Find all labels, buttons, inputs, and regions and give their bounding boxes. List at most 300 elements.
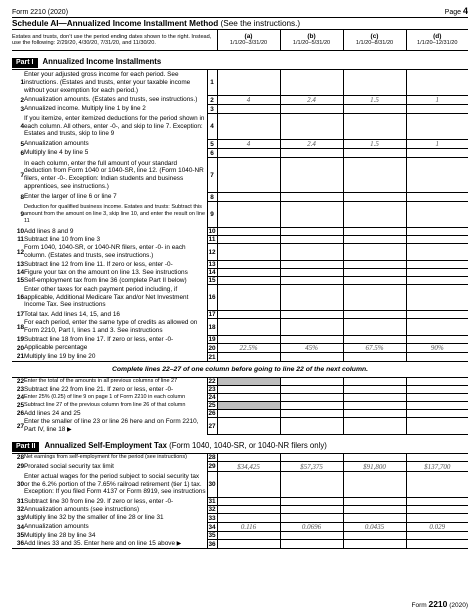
- line-20-col-a-field[interactable]: 22.5%: [217, 344, 280, 353]
- line-23-box-label: 23: [208, 386, 216, 393]
- line-14-col-a-field[interactable]: [217, 269, 280, 277]
- line-15-col-c-field[interactable]: [343, 277, 406, 285]
- line-32-col-b-field[interactable]: [280, 506, 343, 514]
- line-number: 28: [16, 454, 24, 462]
- line-27-row: [12, 418, 468, 435]
- line-33-col-a-field[interactable]: [217, 514, 280, 523]
- line-17-row: [12, 311, 468, 319]
- line-14-description: Figure your tax on the amount on line 13. See instructions: [24, 268, 188, 276]
- line-3-description: Annualized income. Multiply line 1 by line 2: [24, 105, 146, 113]
- page-indicator: Page 4: [444, 6, 468, 16]
- line-18-col-d-field[interactable]: [406, 319, 468, 336]
- line-8-col-d-field[interactable]: [406, 193, 468, 202]
- line-10-row: [12, 228, 468, 236]
- line-24-row: [12, 394, 468, 402]
- line-10-description: Add lines 8 and 9: [24, 227, 74, 235]
- arrow-icon: ▶: [65, 426, 72, 433]
- line-20-box-label: 20: [208, 344, 216, 352]
- line-5-col-b-field[interactable]: 2.4: [280, 140, 343, 149]
- line-21-col-a-field[interactable]: [217, 353, 280, 362]
- line-number: 9: [20, 211, 24, 218]
- line-28-box-label: 28: [208, 454, 216, 461]
- line-31-description: Subtract line 30 from line 29. If zero or less, enter -0-: [24, 497, 174, 505]
- line-27-box-label: 27: [207, 418, 217, 435]
- line-20-description: Applicable percentage: [24, 344, 88, 352]
- line-27-col-b-field[interactable]: [280, 418, 343, 435]
- line-11-col-d-field[interactable]: [406, 236, 468, 244]
- line-30-box-label: 30: [207, 472, 217, 498]
- line-17-box-label: 17: [208, 311, 216, 318]
- part2-header: [12, 435, 468, 454]
- line-35-row: [12, 532, 468, 540]
- line-8-col-c-field[interactable]: [343, 193, 406, 202]
- line-number: 20: [16, 344, 24, 352]
- line-30-col-b-field[interactable]: [280, 472, 343, 498]
- line-12-col-d-field[interactable]: [406, 244, 468, 261]
- line-22-col-d-field[interactable]: [406, 378, 468, 386]
- line-20-col-c-field[interactable]: 67.5%: [343, 344, 406, 353]
- line-26-col-b-field[interactable]: [280, 410, 343, 418]
- line-17-col-c-field[interactable]: [343, 311, 406, 319]
- line-4-col-d-field[interactable]: [406, 114, 468, 140]
- line-30-col-d-field[interactable]: [406, 472, 468, 498]
- line-3-col-c-field[interactable]: [343, 105, 406, 114]
- line-25-col-d-field[interactable]: [406, 402, 468, 410]
- line-number: 31: [16, 498, 24, 505]
- line-14-col-b-field[interactable]: [280, 269, 343, 277]
- line-number: 11: [17, 236, 24, 243]
- line-11-box-label: 11: [208, 236, 216, 243]
- line-11-col-b-field[interactable]: [280, 236, 343, 244]
- instruction-note-row: [12, 362, 468, 378]
- line-29-col-b-field[interactable]: $57,375: [280, 462, 343, 472]
- line-number: 19: [16, 336, 24, 343]
- line-15-col-d-field[interactable]: [406, 277, 468, 285]
- line-number: 14: [16, 269, 24, 276]
- line-31-row: [12, 498, 468, 506]
- line-7-col-d-field[interactable]: [406, 158, 468, 193]
- line-3-col-a-field[interactable]: [217, 105, 280, 114]
- line-30-col-c-field[interactable]: [343, 472, 406, 498]
- line-number: 18: [16, 323, 24, 331]
- line-7-col-c-field[interactable]: [343, 158, 406, 193]
- line-number: 15: [16, 277, 24, 284]
- line-7-row: [12, 158, 468, 193]
- line-2-col-d-field[interactable]: 1: [406, 96, 468, 105]
- line-36-col-d-field[interactable]: [406, 540, 468, 549]
- line-7-col-b-field[interactable]: [280, 158, 343, 193]
- part1-title: Annualized Income Installments: [42, 57, 162, 66]
- page-header: [12, 4, 468, 16]
- part1-header: [12, 51, 468, 70]
- line-24-col-b-field[interactable]: [280, 394, 343, 402]
- line-28-row: [12, 454, 468, 462]
- line-9-row: [12, 202, 468, 228]
- line-16-box-label: 16: [207, 285, 217, 311]
- line-number: 10: [16, 228, 24, 235]
- line-9-box-label: 9: [207, 202, 217, 228]
- page-footer: Form 2210 (2020): [411, 599, 468, 609]
- line-24-col-c-field[interactable]: [343, 394, 406, 402]
- line-32-col-d-field[interactable]: [406, 506, 468, 514]
- part2-label: Part II: [12, 442, 39, 452]
- line-12-description: Form 1040, 1040-SR, or 1040-NR filers, enter -0- in each column. (Estates and trusts, see instructions.): [24, 244, 186, 259]
- line-35-description: Multiply line 28 by line 34: [24, 531, 96, 539]
- line-36-col-c-field[interactable]: [343, 540, 406, 549]
- line-31-col-b-field[interactable]: [280, 498, 343, 506]
- line-number: 29: [16, 463, 24, 470]
- line-10-col-b-field[interactable]: [280, 228, 343, 236]
- line-13-col-d-field[interactable]: [406, 261, 468, 269]
- line-number: 22: [16, 378, 24, 386]
- line-26-col-d-field[interactable]: [406, 410, 468, 418]
- line-1-col-c-field[interactable]: [343, 70, 406, 96]
- line-3-box-label: 3: [207, 105, 217, 114]
- form-id: Form 2210 (2020): [12, 9, 69, 16]
- line-20-col-b-field[interactable]: 45%: [280, 344, 343, 353]
- line-22-description: Enter the total of the amounts in all previous columns of line 27: [24, 378, 178, 385]
- line-23-col-a-field[interactable]: [217, 386, 280, 394]
- line-31-col-d-field[interactable]: [406, 498, 468, 506]
- line-16-col-d-field[interactable]: [406, 285, 468, 311]
- line-4-col-a-field[interactable]: [217, 114, 280, 140]
- line-34-col-d-field[interactable]: 0.029: [406, 523, 468, 532]
- line-5-col-a-field[interactable]: 4: [217, 140, 280, 149]
- line-number: 36: [12, 540, 24, 549]
- line-4-col-c-field[interactable]: [343, 114, 406, 140]
- line-number: 32: [16, 506, 24, 513]
- line-number: 13: [16, 261, 24, 268]
- line-34-col-b-field[interactable]: 0.0696: [280, 523, 343, 532]
- arrow-icon: ▶: [175, 540, 182, 547]
- line-31-col-a-field[interactable]: [217, 498, 280, 506]
- line-1-col-b-field[interactable]: [280, 70, 343, 96]
- line-number: 24: [16, 394, 24, 401]
- line-5-description: Annualization amounts: [24, 140, 89, 148]
- line-5-box-label: 5: [207, 140, 217, 149]
- line-8-row: [12, 193, 468, 202]
- line-30-row: [12, 472, 468, 498]
- line-33-col-c-field[interactable]: [343, 514, 406, 523]
- line-19-box-label: 19: [208, 336, 216, 343]
- column-a-header: (a) 1/1/20–3/31/20: [217, 30, 280, 51]
- line-24-box-label: 24: [208, 394, 216, 401]
- line-3-col-d-field[interactable]: [406, 105, 468, 114]
- line-number: 27: [16, 422, 24, 430]
- line-1-description: Enter your adjusted gross income for each period. See instructions. (Estates and trusts, enter your taxable income without your exemption for each period.): [24, 71, 191, 94]
- line-34-description: Annualization amounts: [24, 523, 89, 531]
- line-36-col-b-field[interactable]: [280, 540, 343, 549]
- line-32-col-c-field[interactable]: [343, 506, 406, 514]
- line-2-col-a-field[interactable]: 4: [217, 96, 280, 105]
- line-number: 4: [20, 123, 24, 130]
- line-12-col-c-field[interactable]: [343, 244, 406, 261]
- line-21-box-label: 21: [208, 353, 216, 361]
- line-24-col-d-field[interactable]: [406, 394, 468, 402]
- line-17-description: Total tax. Add lines 14, 15, and 16: [24, 310, 120, 318]
- line-4-description: If you itemize, enter itemized deductions for the period shown in each column. All others, enter -0-, and skip to line 7. Exception: Estates and trusts, skip to line 9: [24, 115, 205, 138]
- line-26-box-label: 26: [208, 410, 216, 417]
- line-number: 5: [20, 140, 24, 148]
- line-35-col-d-field[interactable]: [406, 532, 468, 540]
- part1-label: Part I: [12, 58, 38, 68]
- line-32-col-a-field[interactable]: [217, 506, 280, 514]
- line-28-description: Net earnings from self-employment for the period (see instructions): [24, 454, 187, 461]
- line-25-description: Subtract line 27 of the previous column from line 26 of that column: [24, 401, 186, 408]
- line-29-description: Prorated social security tax limit: [24, 462, 114, 470]
- line-16-description: Enter other taxes for each payment period including, if applicable, Additional Medicare Tax and/or Net Investment Income Tax. See instructions: [24, 286, 189, 309]
- instruction-note: Complete lines 22–27 of one column before going to line 22 of the next column.: [12, 362, 468, 378]
- line-17-col-d-field[interactable]: [406, 311, 468, 319]
- line-33-row: [12, 514, 468, 523]
- line-33-col-b-field[interactable]: [280, 514, 343, 523]
- line-13-description: Subtract line 12 from line 11. If zero or less, enter -0-: [24, 260, 173, 268]
- line-34-col-a-field[interactable]: 0.116: [217, 523, 280, 532]
- line-18-col-a-field[interactable]: [217, 319, 280, 336]
- line-2-col-c-field[interactable]: 1.5: [343, 96, 406, 105]
- line-34-row: [12, 523, 468, 532]
- line-18-description: For each period, enter the same type of credits as allowed on Form 2210, Part I, lines 1 and 3. See instructions: [24, 319, 198, 334]
- line-1-row: [12, 70, 468, 96]
- line-19-col-c-field[interactable]: [343, 336, 406, 344]
- line-11-description: Subtract line 10 from line 3: [24, 235, 101, 243]
- line-25-col-c-field[interactable]: [343, 402, 406, 410]
- line-16-col-a-field[interactable]: [217, 285, 280, 311]
- line-8-box-label: 8: [207, 193, 217, 202]
- line-4-row: [12, 114, 468, 140]
- line-18-box-label: 18: [207, 319, 217, 336]
- line-15-box-label: 15: [208, 277, 216, 284]
- line-11-col-c-field[interactable]: [343, 236, 406, 244]
- line-16-col-c-field[interactable]: [343, 285, 406, 311]
- schedule-title: Schedule AI—Annualized Income Installment Method (See the instructions.): [12, 18, 468, 30]
- line-20-row: [12, 344, 468, 353]
- line-28-col-a-field[interactable]: [217, 454, 280, 462]
- line-number: 35: [16, 532, 24, 539]
- line-19-col-b-field[interactable]: [280, 336, 343, 344]
- line-1-col-d-field[interactable]: [406, 70, 468, 96]
- column-d-header: (d) 1/1/20–12/31/20: [406, 30, 468, 51]
- part2-title: Annualized Self-Employment Tax (Form 1040, 1040-SR, or 1040-NR filers only): [44, 441, 327, 450]
- line-number: 21: [16, 353, 24, 361]
- line-21-row: [12, 353, 468, 362]
- line-24-col-a-field[interactable]: [217, 394, 280, 402]
- line-8-col-a-field[interactable]: [217, 193, 280, 202]
- line-9-col-a-field[interactable]: [217, 202, 280, 228]
- line-31-col-c-field[interactable]: [343, 498, 406, 506]
- line-number: 7: [20, 171, 24, 179]
- line-22-row: [12, 378, 468, 386]
- line-34-col-c-field[interactable]: 0.0435: [343, 523, 406, 532]
- line-5-col-c-field[interactable]: 1.5: [343, 140, 406, 149]
- line-2-row: [12, 96, 468, 105]
- line-13-box-label: 13: [208, 261, 216, 268]
- line-19-row: [12, 336, 468, 344]
- line-number: 26: [16, 410, 24, 417]
- line-9-description: Deduction for qualified business income. Estates and trusts: Subtract this amount from the amount on line 3, skip line 10, and enter the result on line 11: [24, 203, 205, 225]
- line-6-col-c-field[interactable]: [343, 149, 406, 158]
- line-16-row: [12, 285, 468, 311]
- line-number: 12: [16, 248, 24, 256]
- line-7-box-label: 7: [207, 158, 217, 193]
- line-5-col-d-field[interactable]: 1: [406, 140, 468, 149]
- line-18-row: [12, 319, 468, 336]
- schedule-ai: [12, 17, 468, 549]
- line-2-box-label: 2: [207, 96, 217, 105]
- line-12-col-b-field[interactable]: [280, 244, 343, 261]
- line-23-col-c-field[interactable]: [343, 386, 406, 394]
- line-32-row: [12, 506, 468, 514]
- line-25-row: [12, 402, 468, 410]
- line-3-col-b-field[interactable]: [280, 105, 343, 114]
- line-11-col-a-field[interactable]: [217, 236, 280, 244]
- line-number: 17: [16, 311, 24, 318]
- line-25-box-label: 25: [208, 402, 216, 409]
- line-15-description: Self-employment tax from line 36 (complete Part II below): [24, 276, 187, 284]
- line-23-row: [12, 386, 468, 394]
- line-number: 8: [20, 193, 24, 201]
- schedule-table: [12, 30, 468, 549]
- line-30-col-a-field[interactable]: [217, 472, 280, 498]
- part2-note: (Form 1040, 1040-SR, or 1040-NR filers only): [169, 441, 327, 450]
- line-25-col-a-field: [217, 402, 280, 410]
- line-26-col-a-field[interactable]: [217, 410, 280, 418]
- line-32-description: Annualization amounts (see instructions): [24, 505, 140, 513]
- line-22-col-c-field[interactable]: [343, 378, 406, 386]
- line-22-col-b-field[interactable]: [280, 378, 343, 386]
- column-c-header: (c) 1/1/20–8/31/20: [343, 30, 406, 51]
- line-21-col-b-field[interactable]: [280, 353, 343, 362]
- line-5-row: [12, 140, 468, 149]
- line-36-box-label: 36: [208, 540, 216, 548]
- line-23-col-d-field[interactable]: [406, 386, 468, 394]
- line-number: 3: [20, 105, 24, 113]
- line-21-col-d-field[interactable]: [406, 353, 468, 362]
- line-10-col-a-field[interactable]: [217, 228, 280, 236]
- line-number: 34: [16, 523, 24, 531]
- line-11-row: [12, 236, 468, 244]
- footer-form-number: 2210: [428, 599, 448, 609]
- line-33-col-d-field[interactable]: [406, 514, 468, 523]
- line-6-description: Multiply line 4 by line 5: [24, 149, 89, 157]
- line-18-col-b-field[interactable]: [280, 319, 343, 336]
- line-36-col-a-field[interactable]: [217, 540, 280, 549]
- line-28-col-b-field[interactable]: [280, 454, 343, 462]
- line-30-description: Enter actual wages for the period subject to social security tax or the 6.2% portion of the 7.65% railroad retirement (tier 1) tax. Exception: If you filed Form 4137 or Form 8919, see instructions: [24, 473, 206, 496]
- line-number: 2: [20, 96, 24, 104]
- line-20-col-d-field[interactable]: 90%: [406, 344, 468, 353]
- line-14-row: [12, 269, 468, 277]
- line-number: 6: [20, 149, 24, 157]
- line-27-col-a-field[interactable]: [217, 418, 280, 435]
- line-19-col-a-field[interactable]: [217, 336, 280, 344]
- line-19-col-d-field[interactable]: [406, 336, 468, 344]
- line-number: 25: [16, 402, 24, 409]
- line-17-col-a-field[interactable]: [217, 311, 280, 319]
- line-23-col-b-field[interactable]: [280, 386, 343, 394]
- line-number: 16: [16, 294, 24, 301]
- line-13-col-a-field[interactable]: [217, 261, 280, 269]
- line-15-col-b-field[interactable]: [280, 277, 343, 285]
- line-27-col-d-field[interactable]: [406, 418, 468, 435]
- line-13-col-b-field[interactable]: [280, 261, 343, 269]
- line-2-col-b-field[interactable]: 2.4: [280, 96, 343, 105]
- line-18-col-c-field[interactable]: [343, 319, 406, 336]
- line-28-col-d-field[interactable]: [406, 454, 468, 462]
- line-36-description: Add lines 33 and 35. Enter here and on line 15 above ▶: [24, 540, 207, 549]
- line-13-col-c-field[interactable]: [343, 261, 406, 269]
- line-9-col-d-field[interactable]: [406, 202, 468, 228]
- line-9-col-b-field[interactable]: [280, 202, 343, 228]
- line-1-box-label: 1: [207, 70, 217, 96]
- line-14-col-c-field[interactable]: [343, 269, 406, 277]
- line-4-box-label: 4: [207, 114, 217, 140]
- line-13-row: [12, 261, 468, 269]
- line-26-description: Add lines 24 and 25: [24, 409, 81, 417]
- line-19-description: Subtract line 18 from line 17. If zero or less, enter -0-: [24, 335, 174, 343]
- line-6-box-label: 6: [207, 149, 217, 158]
- line-9-col-c-field[interactable]: [343, 202, 406, 228]
- line-number: 33: [16, 514, 24, 522]
- line-6-col-a-field[interactable]: [217, 149, 280, 158]
- line-4-col-b-field[interactable]: [280, 114, 343, 140]
- line-24-description: Enter 25% (0.25) of line 9 on page 1 of Form 2210 in each column: [24, 393, 186, 400]
- line-10-col-d-field[interactable]: [406, 228, 468, 236]
- line-3-row: [12, 105, 468, 114]
- line-32-box-label: 32: [208, 506, 216, 513]
- line-12-box-label: 12: [207, 244, 217, 261]
- schedule-intro: Estates and trusts, don’t use the period ending dates shown to the right. Instead, use the following: 2/29/20, 4/30/20, 7/31/20, and 11/30/20.: [12, 30, 217, 51]
- line-10-col-c-field[interactable]: [343, 228, 406, 236]
- line-7-col-a-field[interactable]: [217, 158, 280, 193]
- column-b-header: (b) 1/1/20–5/31/20: [280, 30, 343, 51]
- line-12-col-a-field[interactable]: [217, 244, 280, 261]
- line-25-col-b-field[interactable]: [280, 402, 343, 410]
- line-14-col-d-field[interactable]: [406, 269, 468, 277]
- line-6-col-d-field[interactable]: [406, 149, 468, 158]
- line-number: 1: [20, 79, 24, 87]
- line-21-col-c-field[interactable]: [343, 353, 406, 362]
- line-6-col-b-field[interactable]: [280, 149, 343, 158]
- line-29-col-d-field[interactable]: $137,700: [406, 462, 468, 472]
- line-29-col-c-field[interactable]: $91,800: [343, 462, 406, 472]
- line-35-col-a-field[interactable]: [217, 532, 280, 540]
- line-2-description: Annualization amounts. (Estates and trusts, see instructions.): [24, 96, 198, 104]
- line-15-row: [12, 277, 468, 285]
- line-17-col-b-field[interactable]: [280, 311, 343, 319]
- line-number: 23: [16, 386, 24, 393]
- line-26-col-c-field[interactable]: [343, 410, 406, 418]
- line-12-row: [12, 244, 468, 261]
- line-27-col-c-field[interactable]: [343, 418, 406, 435]
- line-27-description: Enter the smaller of line 23 or line 26 here and on Form 2210, Part IV, line 18 ▶: [24, 417, 199, 433]
- line-7-description: In each column, enter the full amount of your standard deduction from Form 1040 or 1040-SR, line 12. (Form 1040-NR filers, enter -0-. Exception: Indian students and business apprentices, see instructions.): [24, 159, 204, 190]
- line-8-col-b-field[interactable]: [280, 193, 343, 202]
- line-35-col-b-field[interactable]: [280, 532, 343, 540]
- line-29-col-a-field[interactable]: $34,425: [217, 462, 280, 472]
- line-29-row: [12, 462, 468, 472]
- line-33-box-label: 33: [208, 514, 216, 522]
- line-28-col-c-field[interactable]: [343, 454, 406, 462]
- line-36-row: [12, 540, 468, 549]
- line-35-box-label: 35: [208, 532, 216, 539]
- line-1-col-a-field[interactable]: [217, 70, 280, 96]
- line-23-description: Subtract line 22 from line 21. If zero or less, enter -0-: [24, 385, 174, 393]
- line-35-col-c-field[interactable]: [343, 532, 406, 540]
- line-15-col-a-field[interactable]: [217, 277, 280, 285]
- column-header-row: [12, 30, 468, 51]
- line-16-col-b-field[interactable]: [280, 285, 343, 311]
